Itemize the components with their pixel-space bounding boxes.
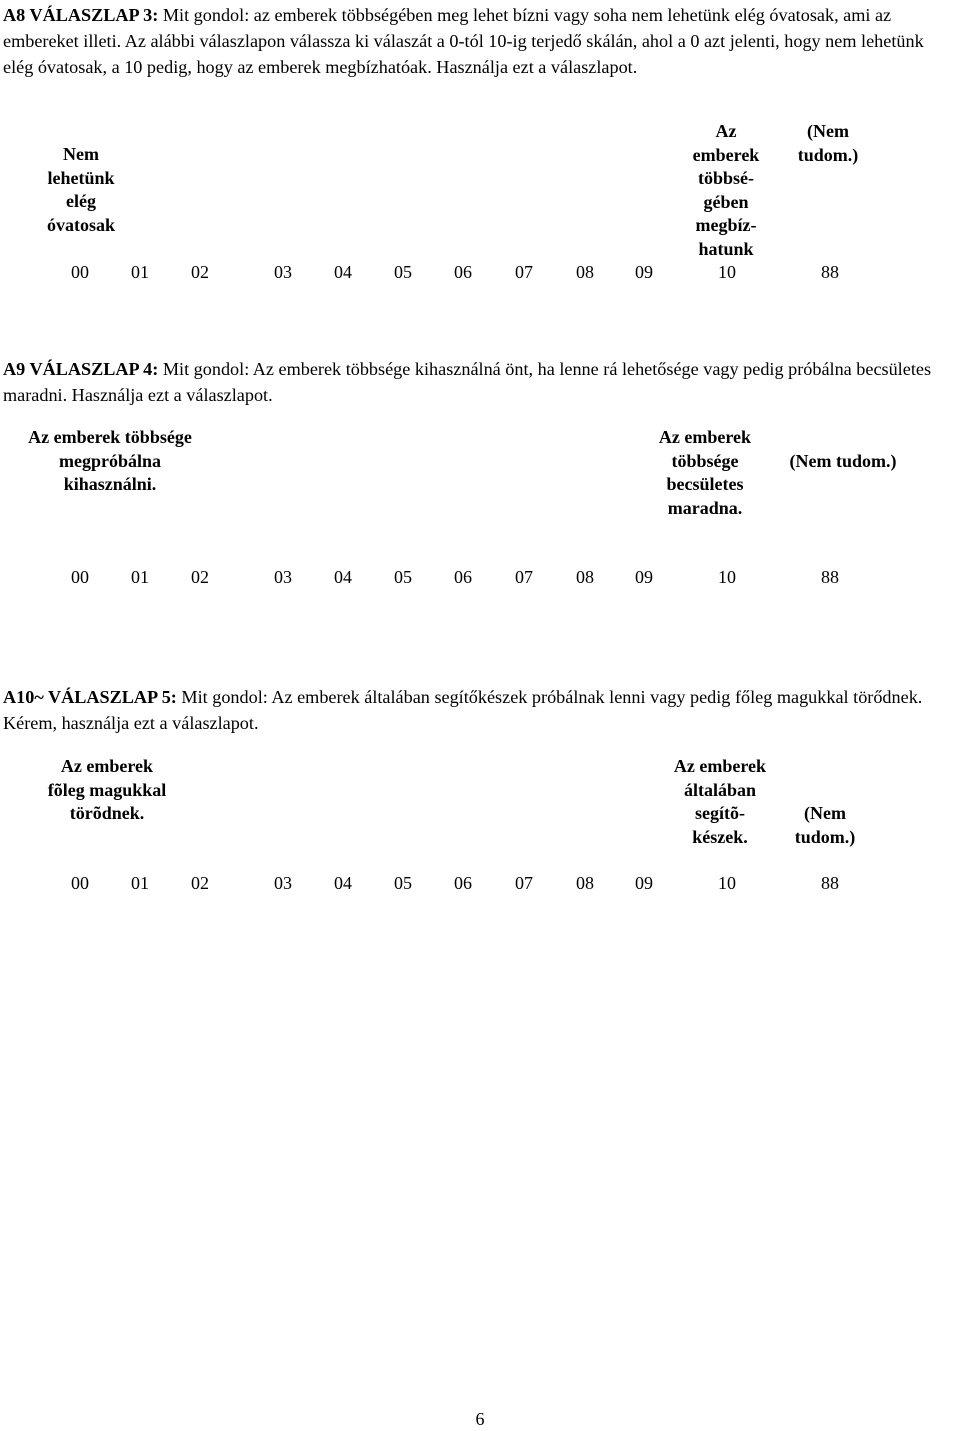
scale-option[interactable]: 07 xyxy=(515,873,533,893)
scale-option[interactable]: 09 xyxy=(635,873,653,893)
scale-option[interactable]: 08 xyxy=(576,873,594,893)
question-a8 xyxy=(3,2,958,80)
scale-option[interactable]: 03 xyxy=(274,262,292,282)
scale-option[interactable]: 06 xyxy=(454,262,472,282)
a8-right-label-line: többsé- xyxy=(697,168,754,188)
question-a9 xyxy=(3,356,958,408)
scale-option[interactable]: 00 xyxy=(71,262,89,282)
a10-scale xyxy=(0,873,960,897)
scale-option[interactable]: 01 xyxy=(131,567,149,587)
question-a10-heading: A10~ VÁLASZLAP 5: xyxy=(3,687,177,707)
scale-option[interactable]: 10 xyxy=(718,873,736,893)
question-a9-text: Mit gondol: Az emberek többsége kihasználná önt, ha lenne rá lehetősége vagy pedig próbálna becsületes maradni. Használja ezt a válaszlapot. xyxy=(3,359,932,405)
question-a8-heading: A8 VÁLASZLAP 3: xyxy=(3,5,159,25)
a10-right-label-line: Az emberek xyxy=(673,756,767,776)
question-a10 xyxy=(3,684,958,736)
a8-left-label-line: elég xyxy=(66,191,96,211)
a8-right-label-line: Az xyxy=(715,121,737,141)
a10-left-label-line: fõleg magukkal xyxy=(47,779,167,800)
a9-scale xyxy=(0,567,960,591)
a8-dont-know-line: (Nem xyxy=(807,121,849,141)
a9-right-label-line: maradna. xyxy=(667,497,743,518)
scale-option[interactable]: 05 xyxy=(394,873,412,893)
a10-dont-know-line: (Nem xyxy=(804,803,846,823)
scale-option[interactable]: 01 xyxy=(131,262,149,282)
a8-left-label-line: óvatosak xyxy=(46,214,115,235)
a10-left-label-line: Az emberek xyxy=(60,756,154,776)
scale-option[interactable]: 02 xyxy=(191,873,209,893)
a9-left-label-line: megpróbálna xyxy=(58,450,161,471)
question-a10-text: Mit gondol: Az emberek általában segítőkészek próbálnak lenni vagy pedig főleg magukkal törődnek. Kérem, használja ezt a válaszlapot. xyxy=(3,687,923,733)
a10-left-label xyxy=(32,755,182,826)
a8-dont-know-label xyxy=(786,120,870,167)
a9-left-label-line: Az emberek többsége xyxy=(28,427,192,447)
scale-option[interactable]: 10 xyxy=(718,567,736,587)
a10-right-label-line: készek. xyxy=(692,826,748,847)
a8-right-label-line: megbíz- xyxy=(695,215,757,235)
a10-left-label-line: törõdnek. xyxy=(69,803,145,823)
a8-left-label-line: lehetünk xyxy=(47,167,115,188)
a9-right-label-line: többsége xyxy=(671,450,739,471)
scale-option[interactable]: 04 xyxy=(334,873,352,893)
scale-option[interactable]: 88 xyxy=(821,567,839,587)
a8-dont-know-line: tudom.) xyxy=(797,144,859,165)
a9-left-label-line: kihasználni. xyxy=(63,474,157,494)
scale-option[interactable]: 04 xyxy=(334,262,352,282)
scale-option[interactable]: 88 xyxy=(821,873,839,893)
scale-option[interactable]: 03 xyxy=(274,567,292,587)
scale-option[interactable]: 07 xyxy=(515,567,533,587)
a10-dont-know-label xyxy=(780,802,870,849)
scale-option[interactable]: 08 xyxy=(576,262,594,282)
scale-option[interactable]: 88 xyxy=(821,262,839,282)
scale-option[interactable]: 02 xyxy=(191,262,209,282)
scale-option[interactable]: 01 xyxy=(131,873,149,893)
a8-right-label-line: gében xyxy=(703,191,749,212)
a8-right-label xyxy=(676,120,776,261)
a8-scale xyxy=(0,262,960,286)
scale-option[interactable]: 07 xyxy=(515,262,533,282)
question-a9-heading: A9 VÁLASZLAP 4: xyxy=(3,359,159,379)
a8-left-label-line: Nem xyxy=(63,144,99,164)
scale-option[interactable]: 08 xyxy=(576,567,594,587)
a9-dont-know-label xyxy=(776,450,910,474)
a8-right-label-line: hatunk xyxy=(698,238,754,259)
scale-option[interactable]: 05 xyxy=(394,567,412,587)
a8-right-label-line: emberek xyxy=(692,144,760,165)
a8-left-label xyxy=(20,143,142,237)
scale-option[interactable]: 10 xyxy=(718,262,736,282)
scale-option[interactable]: 04 xyxy=(334,567,352,587)
a9-dont-know-line: (Nem tudom.) xyxy=(789,451,897,471)
scale-option[interactable]: 05 xyxy=(394,262,412,282)
page-number: 6 xyxy=(475,1409,485,1429)
scale-option[interactable]: 00 xyxy=(71,873,89,893)
a9-right-label-line: Az emberek xyxy=(658,427,752,447)
scale-option[interactable]: 02 xyxy=(191,567,209,587)
scale-option[interactable]: 06 xyxy=(454,567,472,587)
scale-option[interactable]: 09 xyxy=(635,262,653,282)
question-a8-text: Mit gondol: az emberek többségében meg lehet bízni vagy soha nem lehetünk elég óvatosak, ami az embereket illeti. Az alábbi válaszlapon válassza ki válaszát a 0-tól 10-ig terjedő skálán, ahol a 0 azt jelenti, hogy nem lehetünk elég óvatosak, a 10 pedig, hogy az emberek megbízhatóak. Használja ezt a válaszlapot. xyxy=(3,5,924,77)
a9-left-label xyxy=(14,426,206,497)
a9-right-label-line: becsületes xyxy=(666,474,744,494)
scale-option[interactable]: 03 xyxy=(274,873,292,893)
scale-option[interactable]: 09 xyxy=(635,567,653,587)
scale-option[interactable]: 00 xyxy=(71,567,89,587)
a9-right-label xyxy=(636,426,774,520)
a10-dont-know-line: tudom.) xyxy=(794,826,856,847)
a10-right-label-line: segítõ- xyxy=(695,803,745,823)
scale-option[interactable]: 06 xyxy=(454,873,472,893)
a10-right-label-line: általában xyxy=(683,779,757,800)
a10-right-label xyxy=(660,755,780,849)
